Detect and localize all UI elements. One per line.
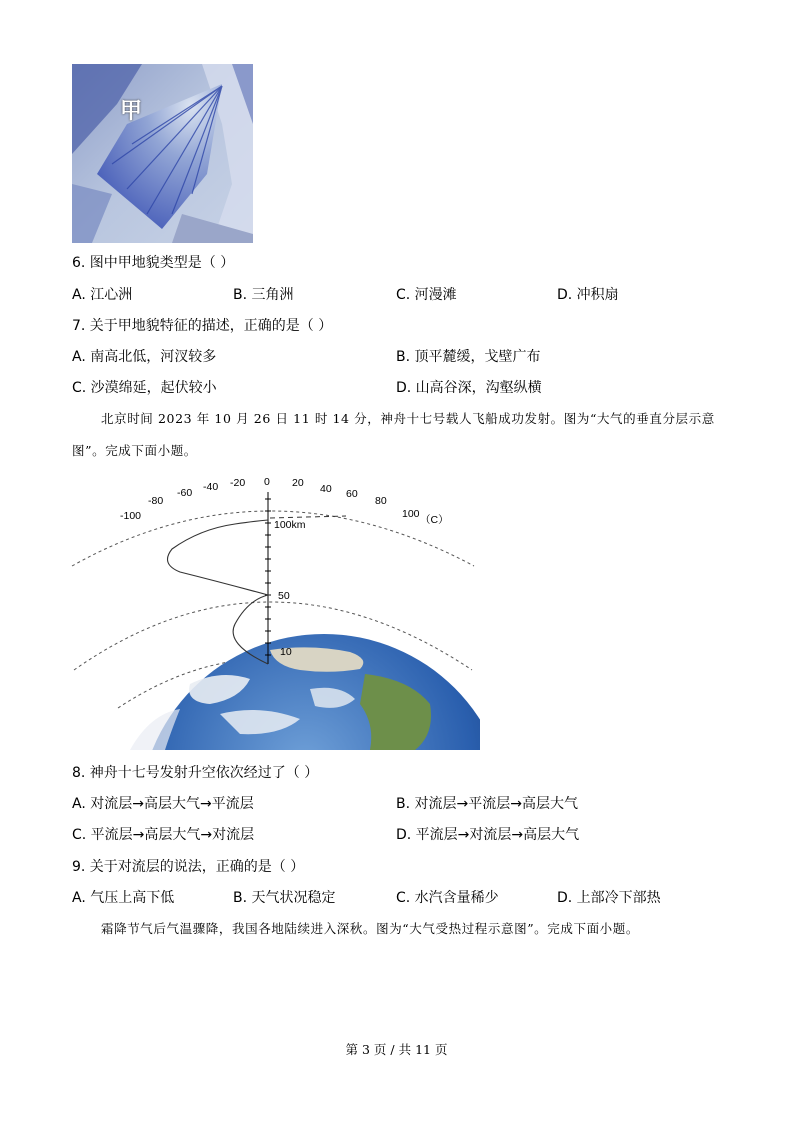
- question-9-option-b: B. 天气状况稳定: [233, 890, 336, 906]
- earth-globe: [130, 634, 480, 750]
- atmosphere-vertical-layer-diagram: [70, 474, 480, 750]
- question-8-option-a: A. 对流层→高层大气→平流层: [72, 796, 254, 812]
- temp-tick-label: 40: [320, 483, 332, 495]
- temp-tick-label: 100: [402, 508, 420, 520]
- intro-paragraph-line-2: 图”。完成下面小题。: [72, 443, 197, 458]
- question-7-option-c: C. 沙漠绵延，起伏较小: [72, 380, 217, 396]
- temperature-unit-label: （C）: [420, 514, 449, 526]
- question-7-option-d: D. 山高谷深，沟壑纵横: [396, 380, 542, 396]
- height-label-100km: 100km: [274, 519, 306, 531]
- height-label-10: 10: [280, 646, 292, 658]
- question-6-option-b: B. 三角洲: [233, 287, 294, 303]
- temp-tick-label: 60: [346, 488, 358, 500]
- question-8-option-d: D. 平流层→对流层→高层大气: [396, 827, 580, 843]
- question-6-option-c: C. 河漫滩: [396, 287, 457, 303]
- question-6-option-a: A. 江心洲: [72, 287, 133, 303]
- photo-label-jia: 甲: [120, 99, 143, 124]
- question-8-option-b: B. 对流层→平流层→高层大气: [396, 796, 578, 812]
- question-9-option-d: D. 上部冷下部热: [557, 890, 661, 906]
- question-7-option-b: B. 顶平麓缓，戈壁广布: [396, 349, 541, 365]
- temperature-profile-curve: [168, 520, 269, 664]
- height-label-50: 50: [278, 590, 290, 602]
- page-footer: 第 3 页 / 共 11 页: [345, 1042, 448, 1057]
- temp-tick-label: -60: [177, 487, 193, 499]
- alluvial-fan-satellite-image: [72, 64, 253, 243]
- temp-tick-label: -40: [203, 481, 219, 493]
- question-9-stem: 9. 关于对流层的说法，正确的是（ ）: [72, 859, 305, 875]
- question-6-stem: 6. 图中甲地貌类型是（ ）: [72, 255, 235, 271]
- question-8-stem: 8. 神舟十七号发射升空依次经过了（ ）: [72, 765, 319, 781]
- temp-tick-label: -20: [230, 477, 246, 489]
- intro-paragraph-2: 霜降节气后气温骤降，我国各地陆续进入深秋。图为“大气受热过程示意图”。完成下面小题。: [101, 921, 639, 936]
- temp-tick-label: 80: [375, 495, 387, 507]
- temp-tick-label: -100: [120, 510, 142, 522]
- temp-tick-label: 20: [292, 477, 304, 489]
- question-6-option-d: D. 冲积扇: [557, 287, 619, 303]
- intro-paragraph-line-1: 北京时间 2023 年 10 月 26 日 11 时 14 分，神舟十七号载人飞船成功发射。图为“大气的垂直分层示意: [101, 411, 715, 426]
- question-9-option-a: A. 气压上高下低: [72, 890, 175, 906]
- question-9-option-c: C. 水汽含量稀少: [396, 890, 499, 906]
- temp-tick-label: -80: [148, 495, 164, 507]
- question-7-option-a: A. 南高北低，河汊较多: [72, 349, 217, 365]
- temp-tick-label: 0: [264, 476, 270, 488]
- question-8-option-c: C. 平流层→高层大气→对流层: [72, 827, 255, 843]
- question-7-stem: 7. 关于甲地貌特征的描述，正确的是（ ）: [72, 318, 333, 334]
